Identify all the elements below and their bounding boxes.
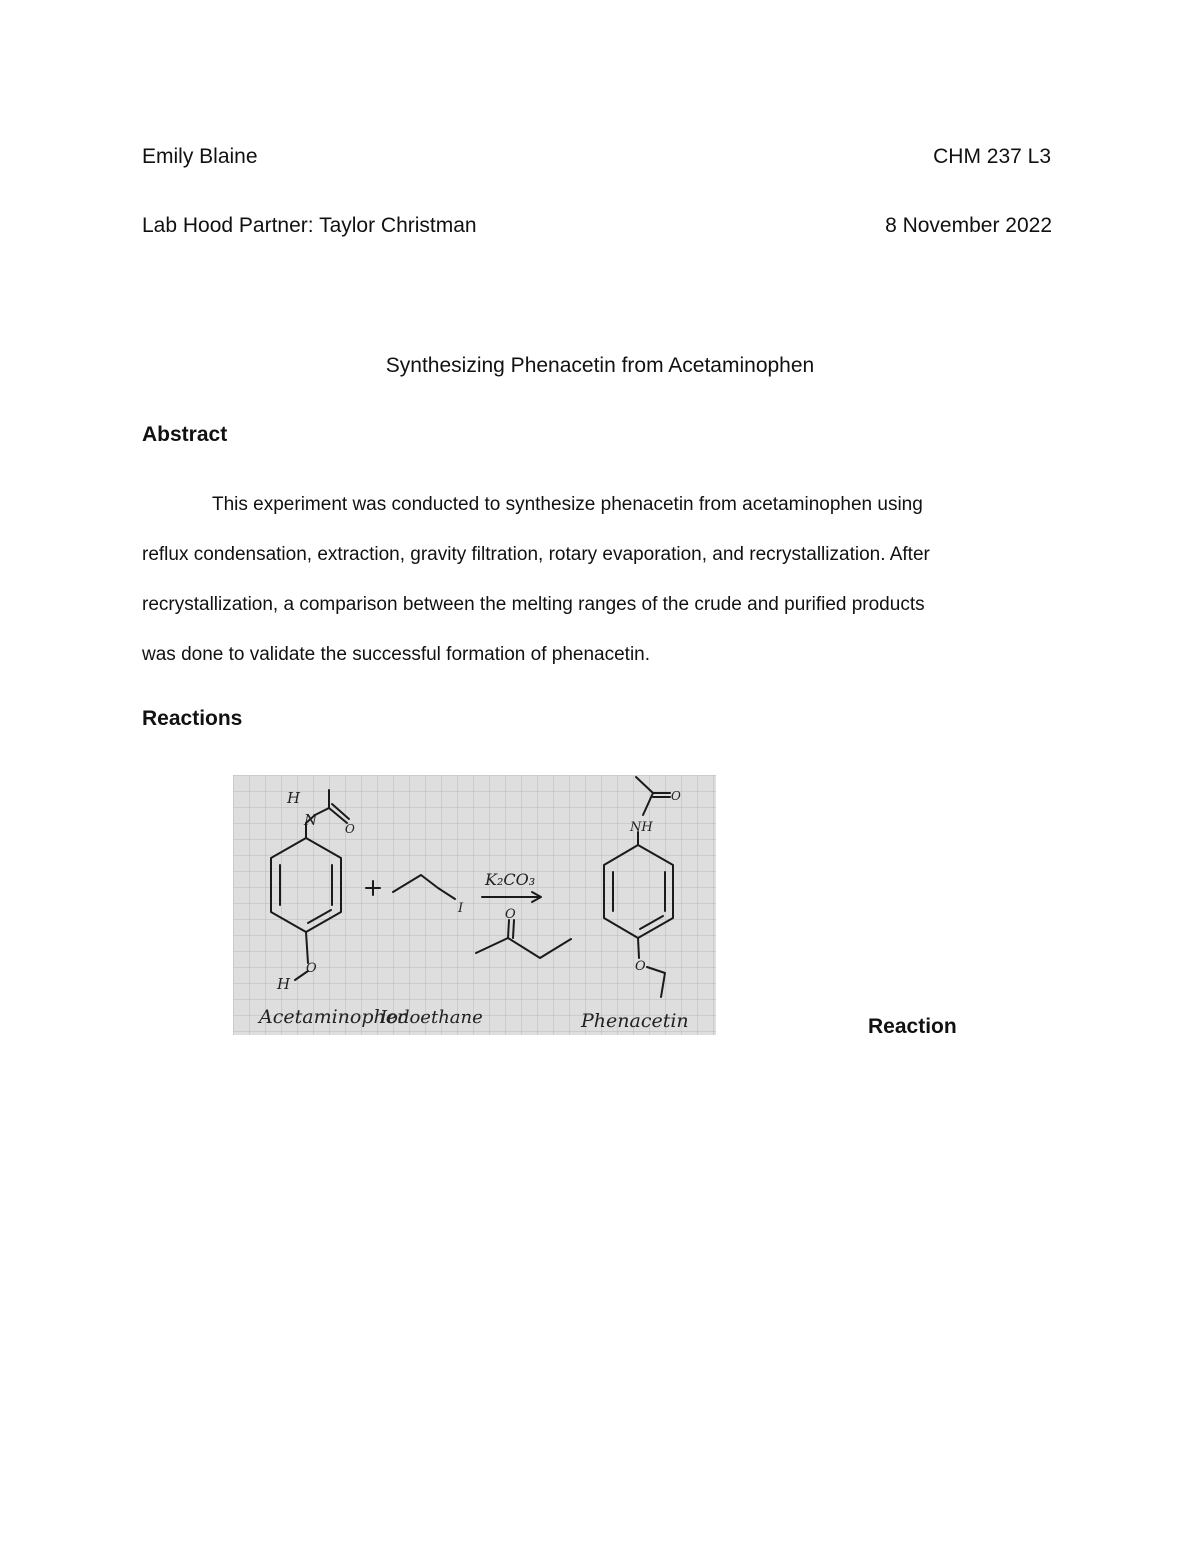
reagent-label: K₂CO₃ (485, 870, 536, 889)
reaction-caption: Reaction (868, 1015, 957, 1038)
author-name: Emily Blaine (142, 145, 258, 168)
lab-partner: Lab Hood Partner: Taylor Christman (142, 214, 477, 237)
product-nh-label: NH (630, 820, 653, 835)
abstract-line: recrystallization, a comparison between the melting ranges of the crude and purified products (142, 594, 925, 615)
amide-h-label: H (287, 789, 301, 807)
product-o-top-label: O (671, 789, 681, 803)
product-o-bottom-label: O (635, 959, 646, 974)
abstract-paragraph (142, 480, 1042, 680)
reactions-heading: Reactions (142, 707, 243, 730)
amide-o-label: O (345, 822, 355, 836)
acetaminophen-label: Acetaminophen (259, 1006, 410, 1028)
abstract-line: was done to validate the successful formation of phenacetin. (142, 644, 651, 665)
iodoethane-label: Iodoethane (380, 1007, 483, 1028)
hydroxyl-o-label: O (306, 961, 317, 976)
reaction-scheme-image (233, 775, 716, 1035)
iodine-label: I (458, 901, 464, 916)
phenacetin-label: Phenacetin (581, 1010, 689, 1032)
abstract-heading: Abstract (142, 423, 228, 446)
hydroxyl-h-label: H (277, 975, 291, 993)
ketone-o-label: O (505, 907, 516, 922)
course-code: CHM 237 L3 (933, 145, 1051, 168)
page-title: Synthesizing Phenacetin from Acetaminophen (385, 354, 815, 377)
abstract-line: reflux condensation, extraction, gravity filtration, rotary evaporation, and recrystallization. After (142, 544, 930, 565)
report-date: 8 November 2022 (885, 214, 1052, 237)
reaction-scheme-drawing (233, 775, 716, 1035)
amide-n-label: N (304, 811, 318, 829)
abstract-line: This experiment was conducted to synthesize phenacetin from acetaminophen using (212, 494, 923, 515)
